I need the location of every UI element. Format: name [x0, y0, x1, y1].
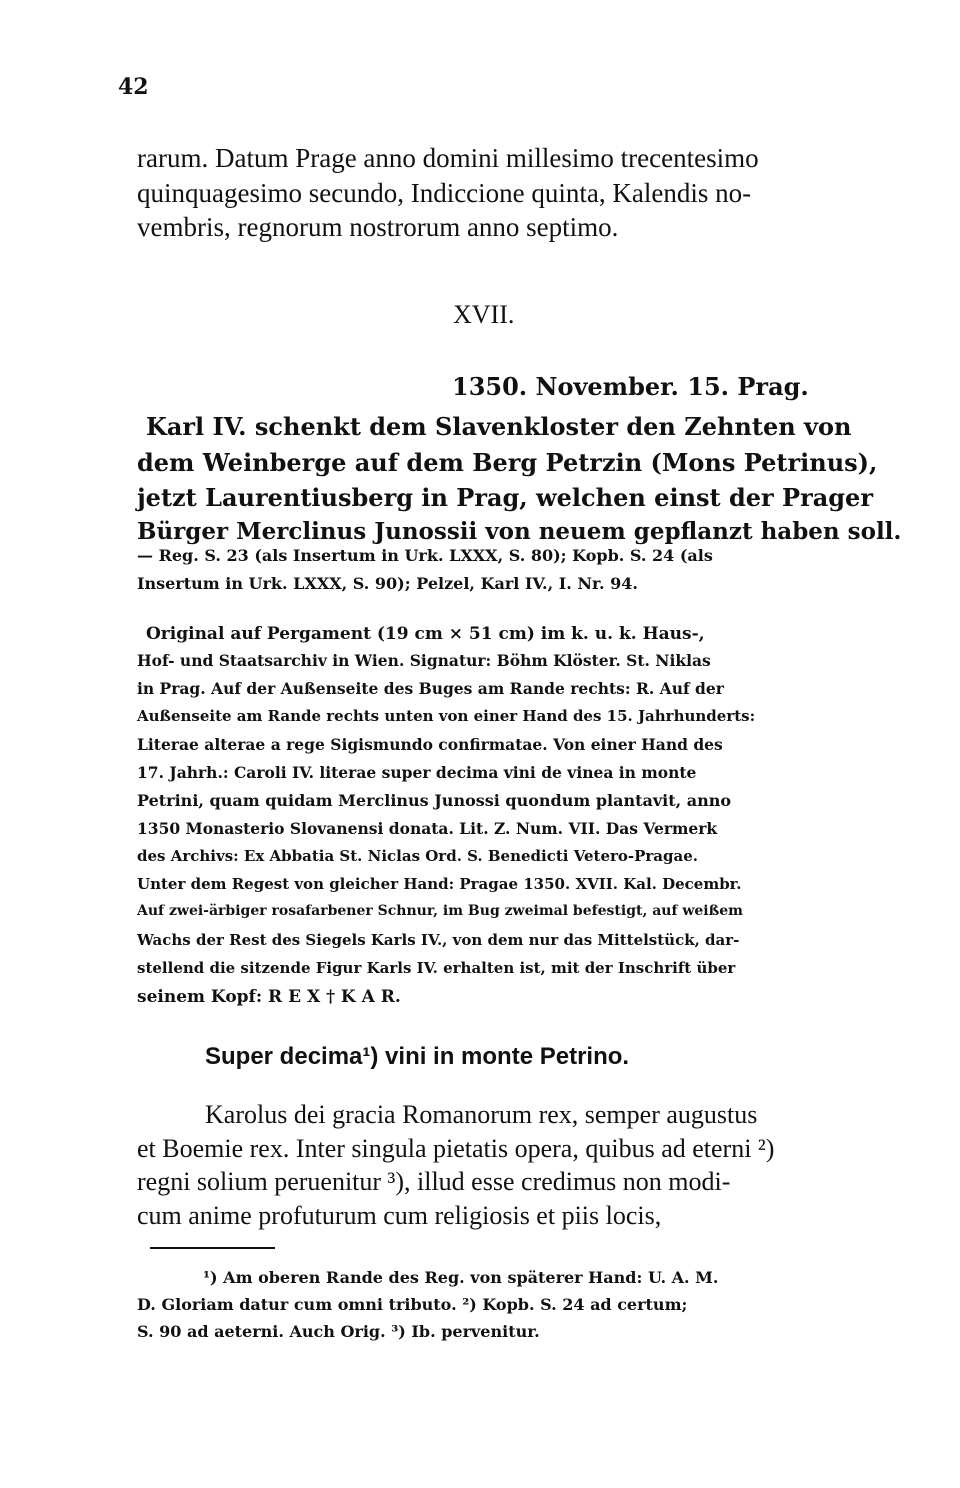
regest-line: dem Weinberge auf dem Berg Petrzin (Mons Petrinus),	[137, 448, 878, 477]
regest-line: Bürger Merclinus Junossii von neuem gepflanzt haben soll.	[137, 518, 902, 545]
text-line: rarum. Datum Prage anno domini millesimo trecentesimo	[137, 143, 759, 173]
reference-line: — Reg. S. 23 (als Insertum in Urk. LXXX, S. 80); Kopb. S. 24 (als	[137, 546, 713, 565]
footnote-line: D. Gloriam datur cum omni tributo. ²) Kopb. S. 24 ad certum;	[137, 1295, 688, 1314]
description-line: Unter dem Regest von gleicher Hand: Pragae 1350. XVII. Kal. Decembr.	[137, 875, 742, 893]
description-line: Auf zwei-ärbiger rosafarbener Schnur, im Bug zweimal befestigt, auf weißem	[137, 903, 743, 919]
dateline: 1350. November. 15. Prag.	[452, 372, 809, 401]
regest-line: jetzt Laurentiusberg in Prag, welchen einst der Prager	[137, 483, 873, 512]
description-line: Wachs der Rest des Siegels Karls IV., von dem nur das Mittelstück, dar-	[137, 931, 740, 949]
description-line: seinem Kopf: R E X † K A R.	[137, 987, 401, 1007]
description-line: stellend die sitzende Figur Karls IV. erhalten ist, mit der Inschrift über	[137, 959, 736, 977]
description-line: Original auf Pergament (19 cm × 51 cm) im k. u. k. Haus-,	[146, 624, 705, 644]
footnote-line: S. 90 ad aeterni. Auch Orig. ³) Ib. pervenitur.	[137, 1322, 540, 1341]
document-number: XVII.	[453, 300, 515, 329]
description-line: in Prag. Auf der Außenseite des Buges am Rande rechts: R. Auf der	[137, 679, 724, 698]
description-line: Hof- und Staatsarchiv in Wien. Signatur: Böhm Klöster. St. Niklas	[137, 651, 711, 670]
text-line: vembris, regnorum nostrorum anno septimo.	[137, 212, 619, 242]
text-line: quinquagesimo secundo, Indiccione quinta, Kalendis no-	[137, 178, 752, 208]
document-title: Super decima¹) vini in monte Petrino.	[205, 1043, 630, 1070]
description-line: Literae alterae a rege Sigismundo confirmatae. Von einer Hand des	[137, 735, 723, 754]
regest-line: Karl IV. schenkt dem Slavenkloster den Zehnten von	[146, 412, 852, 441]
footnote-rule	[150, 1247, 275, 1249]
text-line: regni solium peruenitur ³), illud esse credimus non modi-	[137, 1167, 731, 1196]
description-line: 17. Jahrh.: Caroli IV. literae super decima vini de vinea in monte	[137, 763, 697, 782]
text-line: Karolus dei gracia Romanorum rex, semper augustus	[205, 1100, 758, 1129]
text-line: et Boemie rex. Inter singula pietatis opera, quibus ad eterni ²)	[137, 1134, 775, 1163]
page-number: 42	[118, 74, 149, 100]
reference-line: Insertum in Urk. LXXX, S. 90); Pelzel, Karl IV., I. Nr. 94.	[137, 574, 638, 593]
description-line: des Archivs: Ex Abbatia St. Niclas Ord. S. Benedicti Vetero-Pragae.	[137, 847, 698, 865]
description-line: 1350 Monasterio Slovanensi donata. Lit. Z. Num. VII. Das Vermerk	[137, 819, 718, 838]
text-line: cum anime profuturum cum religiosis et piis locis,	[137, 1201, 662, 1230]
footnote-line: ¹) Am oberen Rande des Reg. von späterer Hand: U. A. M.	[203, 1268, 719, 1287]
description-line: Außenseite am Rande rechts unten von einer Hand des 15. Jahrhunderts:	[137, 707, 756, 725]
description-line: Petrini, quam quidam Merclinus Junossi quondum plantavit, anno	[137, 791, 732, 810]
